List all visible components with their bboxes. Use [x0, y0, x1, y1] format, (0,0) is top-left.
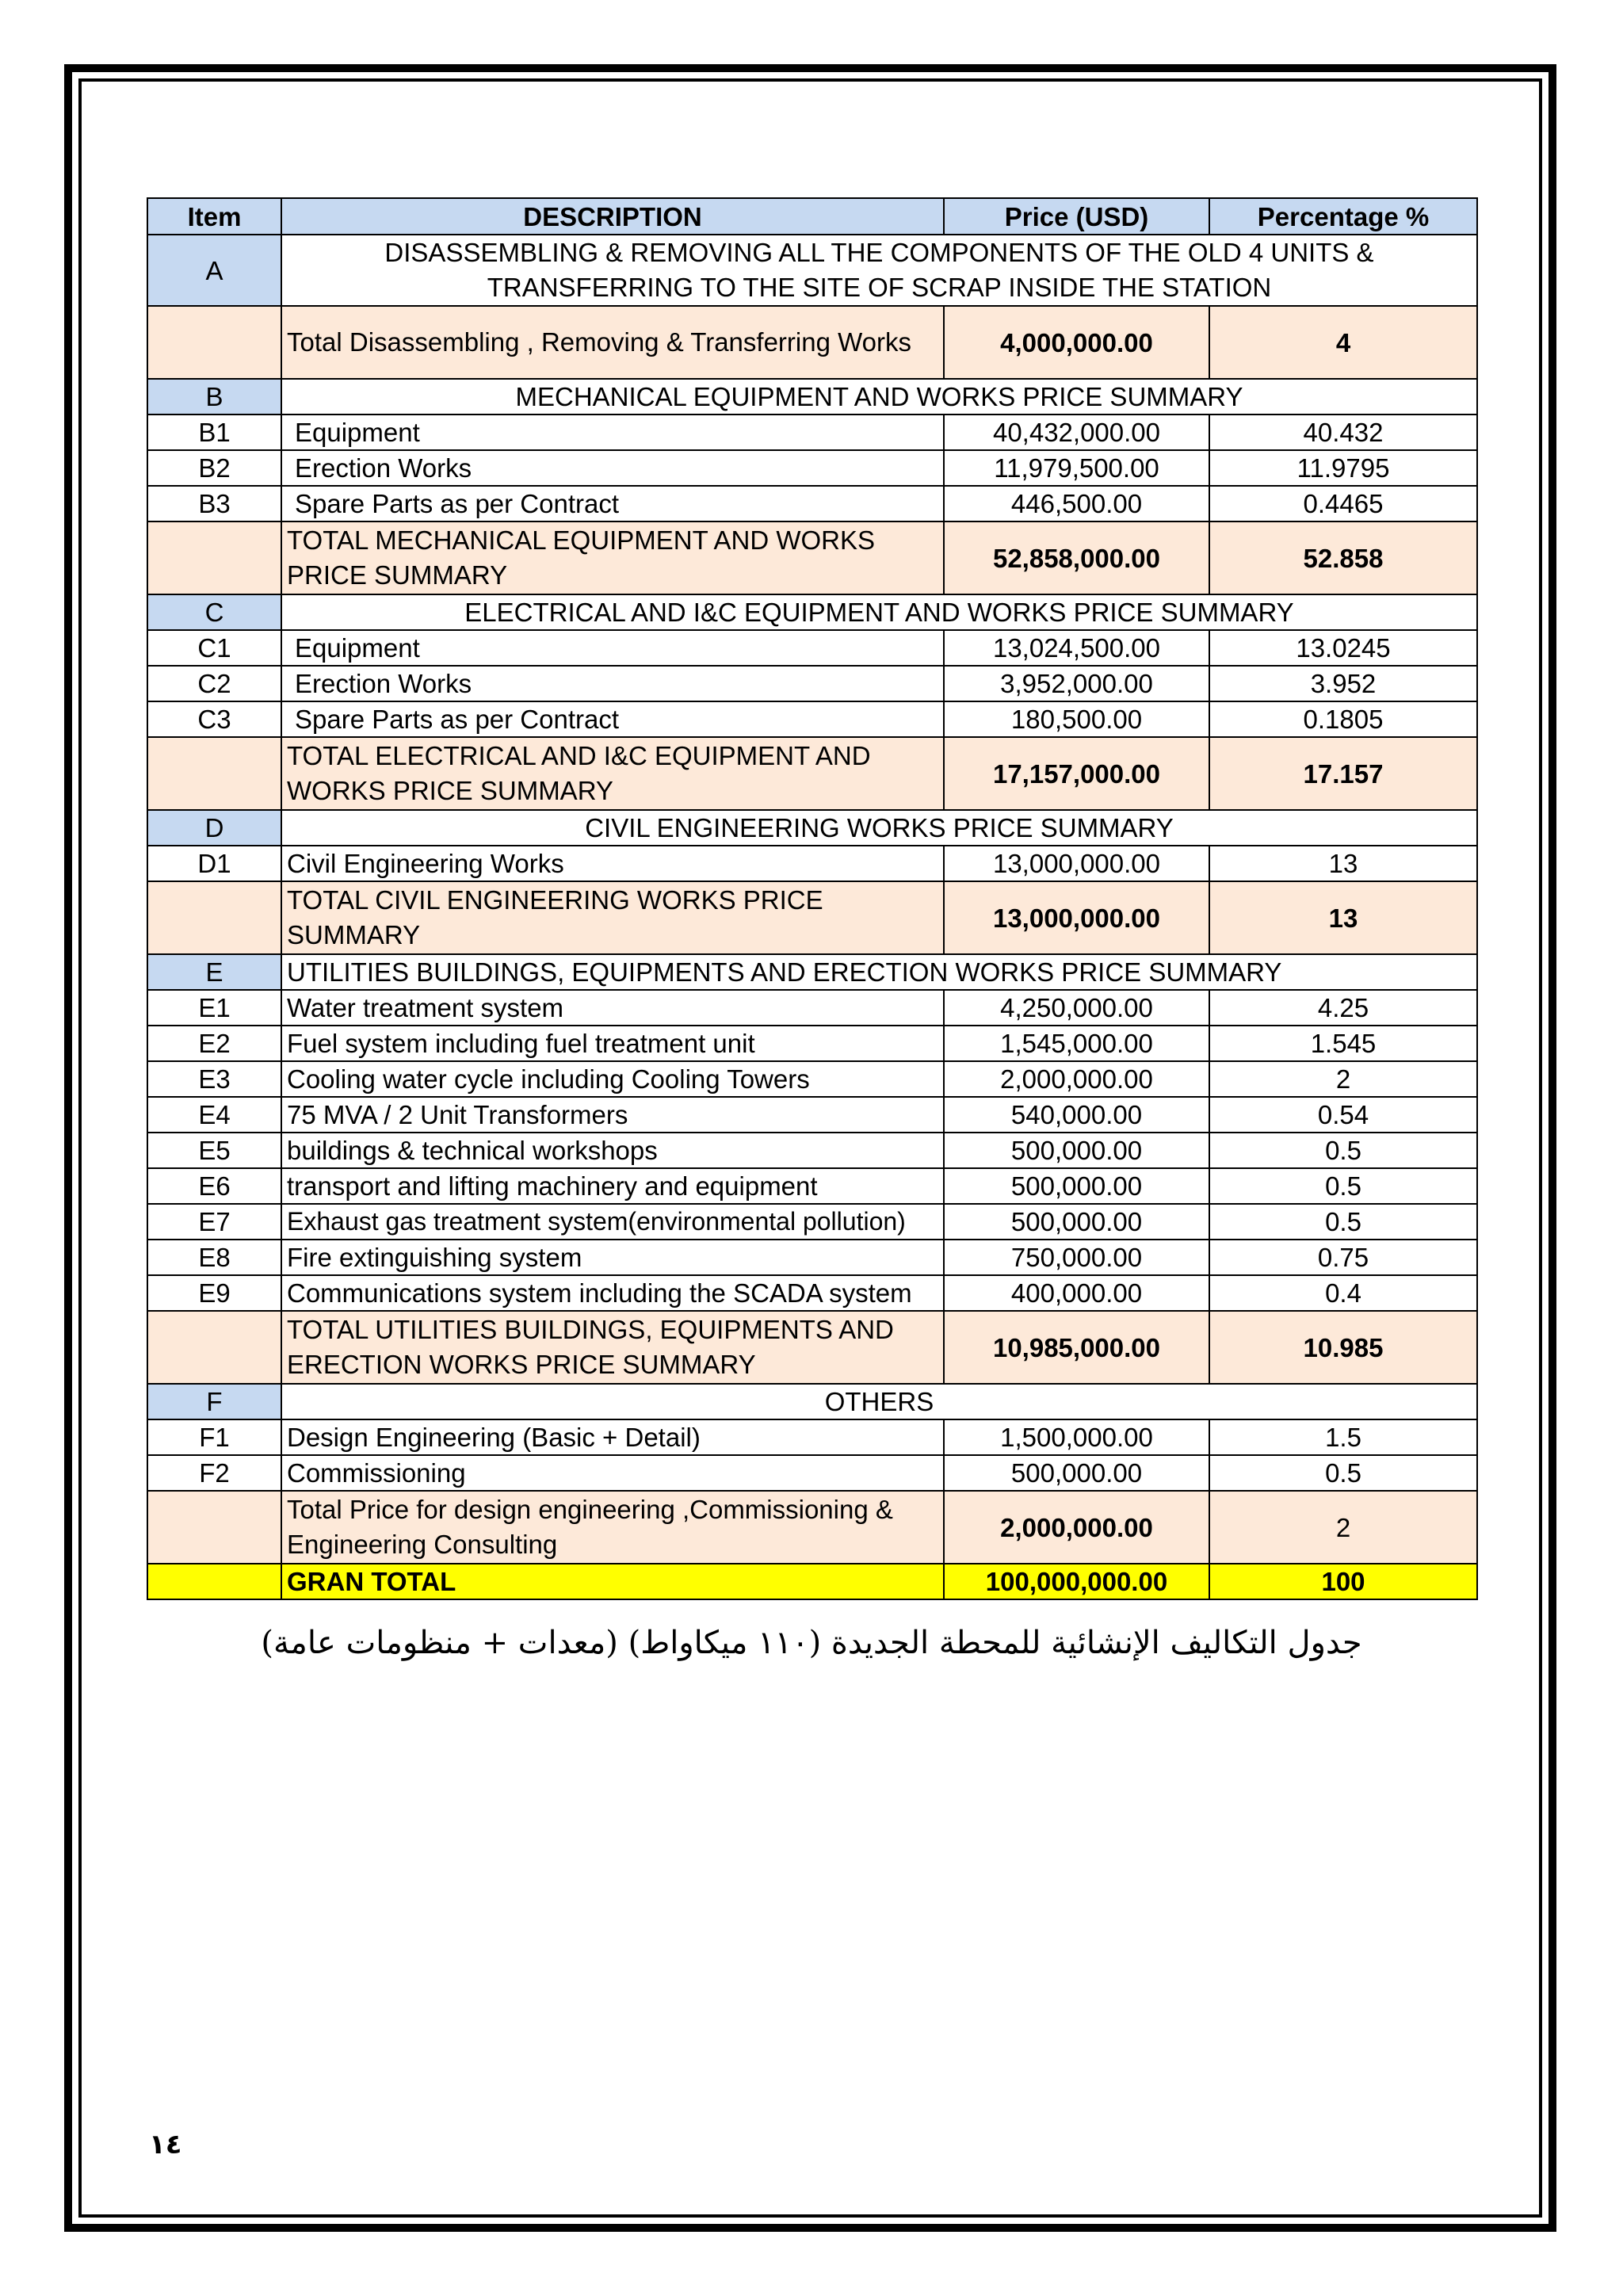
- total-description: Total Disassembling , Removing & Transferring Works: [281, 306, 944, 379]
- row-price: 400,000.00: [944, 1275, 1209, 1311]
- grand-total-label: GRAN TOTAL: [281, 1564, 944, 1599]
- row-description: Erection Works: [281, 666, 944, 701]
- header-description: DESCRIPTION: [281, 198, 944, 235]
- section-total-row: [147, 1491, 1477, 1564]
- row-description: Civil Engineering Works: [281, 846, 944, 881]
- row-item: C3: [147, 701, 281, 737]
- table-row: [147, 666, 1477, 701]
- total-percentage: 52.858: [1209, 521, 1477, 594]
- row-price: 4,250,000.00: [944, 990, 1209, 1026]
- table-row: [147, 486, 1477, 521]
- row-price: 1,500,000.00: [944, 1419, 1209, 1455]
- row-description: Spare Parts as per Contract: [281, 701, 944, 737]
- row-item: B1: [147, 415, 281, 450]
- section-total-row: [147, 881, 1477, 954]
- header-item: Item: [147, 198, 281, 235]
- table-row: [147, 1168, 1477, 1204]
- section-heading-row: [147, 954, 1477, 990]
- section-heading-row: [147, 235, 1477, 306]
- grand-total-price: 100,000,000.00: [944, 1564, 1209, 1599]
- row-percentage: 4.25: [1209, 990, 1477, 1026]
- row-percentage: 0.4: [1209, 1275, 1477, 1311]
- table-row: [147, 1455, 1477, 1491]
- row-item: F2: [147, 1455, 281, 1491]
- total-price: 4,000,000.00: [944, 306, 1209, 379]
- row-percentage: 0.75: [1209, 1240, 1477, 1275]
- row-price: 540,000.00: [944, 1097, 1209, 1133]
- table-row: [147, 701, 1477, 737]
- total-item: [147, 737, 281, 810]
- table-caption: جدول التكاليف الإنشائية للمحطة الجديدة (١١٠ ميكاواط) (معدات + منظومات عامة): [261, 1625, 1362, 1661]
- row-description: 75 MVA / 2 Unit Transformers: [281, 1097, 944, 1133]
- total-price: 13,000,000.00: [944, 881, 1209, 954]
- row-item: E1: [147, 990, 281, 1026]
- table-row: [147, 1133, 1477, 1168]
- total-percentage: 4: [1209, 306, 1477, 379]
- row-item: E7: [147, 1204, 281, 1240]
- total-description: TOTAL UTILITIES BUILDINGS, EQUIPMENTS AND ERECTION WORKS PRICE SUMMARY: [281, 1311, 944, 1384]
- row-price: 500,000.00: [944, 1168, 1209, 1204]
- row-description: Commissioning: [281, 1455, 944, 1491]
- cost-table: [147, 197, 1478, 1600]
- row-description: Fire extinguishing system: [281, 1240, 944, 1275]
- page-number: ١٤: [149, 2129, 182, 2160]
- row-price: 500,000.00: [944, 1133, 1209, 1168]
- row-percentage: 0.5: [1209, 1455, 1477, 1491]
- row-percentage: 0.5: [1209, 1133, 1477, 1168]
- row-item: E2: [147, 1026, 281, 1061]
- row-percentage: 40.432: [1209, 415, 1477, 450]
- total-percentage: 17.157: [1209, 737, 1477, 810]
- section-heading: UTILITIES BUILDINGS, EQUIPMENTS AND ERECTION WORKS PRICE SUMMARY: [281, 954, 1477, 990]
- total-description: Total Price for design engineering ,Commissioning & Engineering Consulting: [281, 1491, 944, 1564]
- total-price: 52,858,000.00: [944, 521, 1209, 594]
- row-percentage: 13: [1209, 846, 1477, 881]
- total-percentage: 13: [1209, 881, 1477, 954]
- header-price: Price (USD): [944, 198, 1209, 235]
- row-price: 750,000.00: [944, 1240, 1209, 1275]
- section-total-row: [147, 306, 1477, 379]
- row-item: B2: [147, 450, 281, 486]
- row-description: Communications system including the SCADA system: [281, 1275, 944, 1311]
- section-item: D: [147, 810, 281, 846]
- row-item: E4: [147, 1097, 281, 1133]
- total-percentage: 2: [1209, 1491, 1477, 1564]
- row-price: 13,024,500.00: [944, 630, 1209, 666]
- section-heading: ELECTRICAL AND I&C EQUIPMENT AND WORKS PRICE SUMMARY: [281, 594, 1477, 630]
- table-row: [147, 450, 1477, 486]
- section-total-row: [147, 521, 1477, 594]
- table-row: [147, 1275, 1477, 1311]
- total-percentage: 10.985: [1209, 1311, 1477, 1384]
- total-description: TOTAL MECHANICAL EQUIPMENT AND WORKS PRICE SUMMARY: [281, 521, 944, 594]
- section-heading-row: [147, 1384, 1477, 1419]
- total-item: [147, 1311, 281, 1384]
- row-item: E3: [147, 1061, 281, 1097]
- row-percentage: 1.545: [1209, 1026, 1477, 1061]
- row-description: Exhaust gas treatment system(environmental pollution): [281, 1204, 944, 1240]
- row-description: Spare Parts as per Contract: [281, 486, 944, 521]
- row-item: E8: [147, 1240, 281, 1275]
- row-price: 13,000,000.00: [944, 846, 1209, 881]
- row-percentage: 0.5: [1209, 1204, 1477, 1240]
- section-item: C: [147, 594, 281, 630]
- row-price: 40,432,000.00: [944, 415, 1209, 450]
- section-item: B: [147, 379, 281, 415]
- table-row: [147, 1026, 1477, 1061]
- row-item: C1: [147, 630, 281, 666]
- row-description: buildings & technical workshops: [281, 1133, 944, 1168]
- total-item: [147, 1491, 281, 1564]
- section-heading-row: [147, 810, 1477, 846]
- total-price: 17,157,000.00: [944, 737, 1209, 810]
- row-description: Equipment: [281, 630, 944, 666]
- table-row: [147, 990, 1477, 1026]
- table-row: [147, 1204, 1477, 1240]
- row-percentage: 0.5: [1209, 1168, 1477, 1204]
- total-price: 10,985,000.00: [944, 1311, 1209, 1384]
- table-header-row: [147, 198, 1477, 235]
- row-percentage: 0.4465: [1209, 486, 1477, 521]
- row-price: 11,979,500.00: [944, 450, 1209, 486]
- section-item: E: [147, 954, 281, 990]
- total-item: [147, 306, 281, 379]
- row-description: Cooling water cycle including Cooling Towers: [281, 1061, 944, 1097]
- row-percentage: 0.1805: [1209, 701, 1477, 737]
- row-price: 180,500.00: [944, 701, 1209, 737]
- table-row: [147, 1097, 1477, 1133]
- section-heading: OTHERS: [281, 1384, 1477, 1419]
- total-description: TOTAL CIVIL ENGINEERING WORKS PRICE SUMMARY: [281, 881, 944, 954]
- row-item: E9: [147, 1275, 281, 1311]
- grand-total-percentage: 100: [1209, 1564, 1477, 1599]
- row-percentage: 2: [1209, 1061, 1477, 1097]
- row-item: F1: [147, 1419, 281, 1455]
- section-item: F: [147, 1384, 281, 1419]
- total-item: [147, 521, 281, 594]
- table-row: [147, 1240, 1477, 1275]
- section-heading: DISASSEMBLING & REMOVING ALL THE COMPONENTS OF THE OLD 4 UNITS & TRANSFERRING TO THE SITE OF SCRAP INSIDE THE STATION: [281, 235, 1477, 306]
- section-heading-row: [147, 379, 1477, 415]
- section-total-row: [147, 737, 1477, 810]
- header-percentage: Percentage %: [1209, 198, 1477, 235]
- row-percentage: 11.9795: [1209, 450, 1477, 486]
- table-row: [147, 1061, 1477, 1097]
- row-description: Water treatment system: [281, 990, 944, 1026]
- row-percentage: 13.0245: [1209, 630, 1477, 666]
- section-item: A: [147, 235, 281, 306]
- row-description: Design Engineering (Basic + Detail): [281, 1419, 944, 1455]
- row-price: 1,545,000.00: [944, 1026, 1209, 1061]
- row-item: B3: [147, 486, 281, 521]
- row-price: 446,500.00: [944, 486, 1209, 521]
- grand-total-row: [147, 1564, 1477, 1599]
- row-description: Erection Works: [281, 450, 944, 486]
- table-row: [147, 846, 1477, 881]
- row-item: E6: [147, 1168, 281, 1204]
- row-item: D1: [147, 846, 281, 881]
- row-percentage: 3.952: [1209, 666, 1477, 701]
- row-price: 500,000.00: [944, 1455, 1209, 1491]
- row-item: E5: [147, 1133, 281, 1168]
- section-total-row: [147, 1311, 1477, 1384]
- row-price: 3,952,000.00: [944, 666, 1209, 701]
- section-heading: CIVIL ENGINEERING WORKS PRICE SUMMARY: [281, 810, 1477, 846]
- row-description: Equipment: [281, 415, 944, 450]
- row-percentage: 1.5: [1209, 1419, 1477, 1455]
- total-price: 2,000,000.00: [944, 1491, 1209, 1564]
- row-percentage: 0.54: [1209, 1097, 1477, 1133]
- row-description: transport and lifting machinery and equipment: [281, 1168, 944, 1204]
- total-description: TOTAL ELECTRICAL AND I&C EQUIPMENT AND WORKS PRICE SUMMARY: [281, 737, 944, 810]
- row-description: Fuel system including fuel treatment unit: [281, 1026, 944, 1061]
- section-heading-row: [147, 594, 1477, 630]
- total-item: [147, 881, 281, 954]
- section-heading: MECHANICAL EQUIPMENT AND WORKS PRICE SUMMARY: [281, 379, 1477, 415]
- table-row: [147, 415, 1477, 450]
- table-row: [147, 1419, 1477, 1455]
- row-price: 500,000.00: [944, 1204, 1209, 1240]
- grand-total-item: [147, 1564, 281, 1599]
- table-row: [147, 630, 1477, 666]
- row-price: 2,000,000.00: [944, 1061, 1209, 1097]
- row-item: C2: [147, 666, 281, 701]
